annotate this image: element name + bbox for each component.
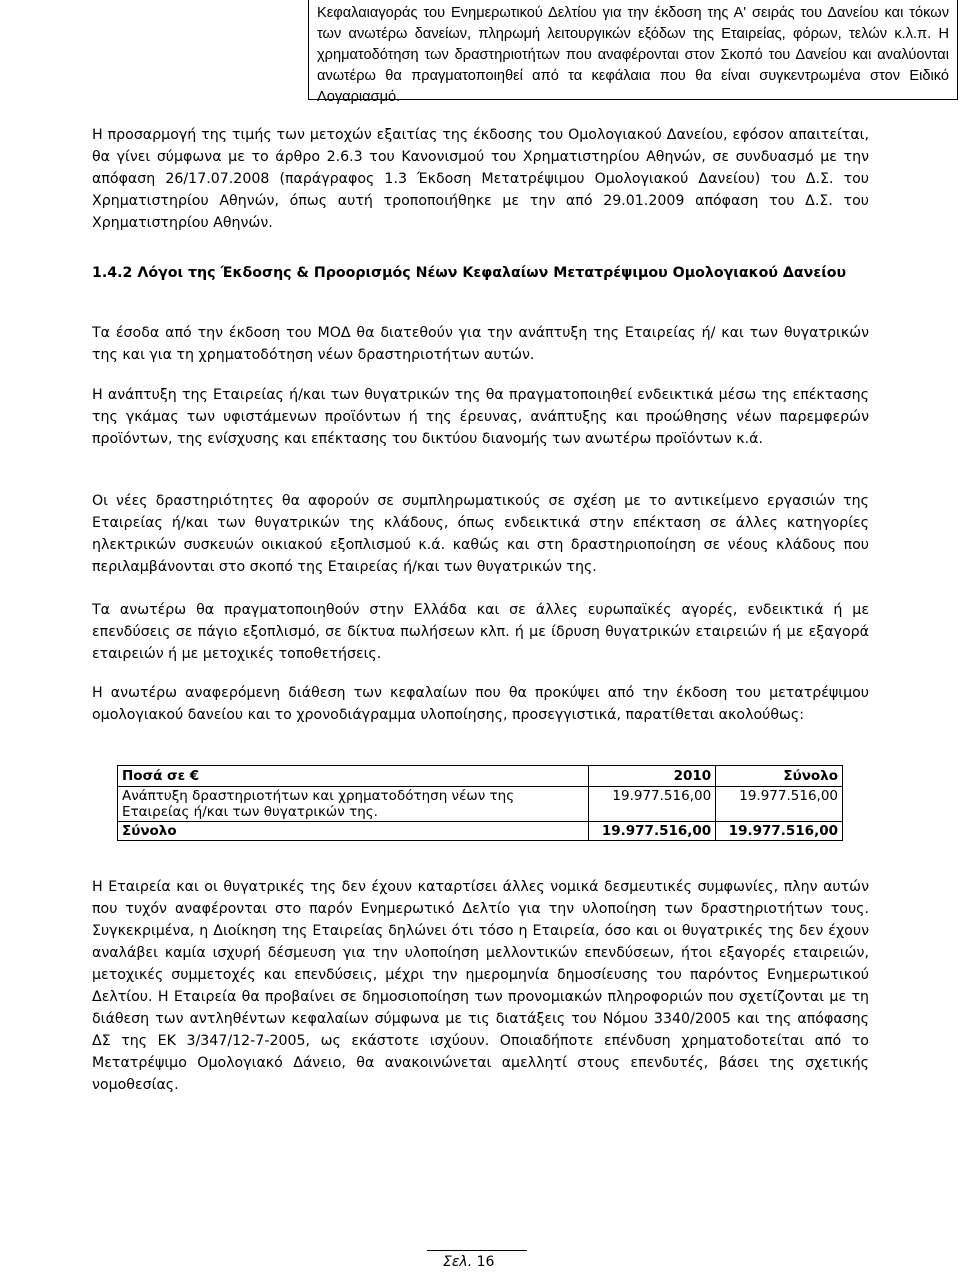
section-heading: 1.4.2 Λόγοι της Έκδοσης & Προορισμός Νέων Κεφαλαίων Μετατρέψιμου Ομολογιακού Δανείου (92, 265, 847, 281)
table-total-label: Σύνολο (118, 822, 589, 841)
paragraph-proceeds-use: Τα έσοδα από την έκδοση του ΜΟΔ θα διατεθούν για την ανάπτυξη της Εταιρείας ή/ και των θυγατρικών της και για τη χρηματοδότηση νέων δραστηριοτήτων αυτών. (92, 325, 869, 363)
header-note-box (308, 0, 958, 105)
table-row (118, 787, 843, 822)
paragraph-markets: Τα ανωτέρω θα πραγματοποιηθούν στην Ελλάδα και σε άλλες ευρωπαϊκές αγορές, ενδεικτικά ή με επενδύσεις σε πάγιο εξοπλισμό, σε δίκτυα πωλήσεων κλπ. ή με ίδρυση θυγατρικών εταιρειών ή με εξαγορά εταιρειών ή με μετοχικές τοποθετήσεις. (92, 602, 869, 662)
paragraph-new-activities: Οι νέες δραστηριότητες θα αφορούν σε συμπληρωματικούς σε σχέση με το αντικείμενο εργασιών της Εταιρείας ή/και των θυγατρικών της κλάδους, όπως ενδεικτικά στην επέκταση σε άλλες κατηγορίες ηλεκτρικών συσκευών οικιακού εξοπλισμού κ.ά. καθώς και στη δραστηριοποίηση σε νέους κλάδους που περιλαμβάνονται στο σκοπό της Εταιρείας ή/και των θυγατρικών της. (92, 493, 869, 575)
paragraph-allocation-schedule: Η ανωτέρω αναφερόμενη διάθεση των κεφαλαίων που θα προκύψει από την έκδοση του μετατρέψιμου ομολογιακού δανείου και το χρονοδιάγραμμα υλοποίησης, προσεγγιστικά, παρατίθεται ακολούθως: (92, 685, 869, 723)
table-row-year-value: 19.977.516,00 (589, 787, 716, 822)
table-total-year-value: 19.977.516,00 (589, 822, 716, 841)
funds-allocation-table (117, 765, 843, 841)
table-total-total-value: 19.977.516,00 (716, 822, 843, 841)
paragraph-binding-agreements: Η Εταιρεία και οι θυγατρικές της δεν έχουν καταρτίσει άλλες νομικά δεσμευτικές συμφωνίες, πλην αυτών που τυχόν αναφέρονται στο παρόν Ενημερωτικό Δελτίο για την υλοποίηση των δραστηριοτήτων τους. Συγκεκριμένα, η Διοίκηση της Εταιρείας δηλώνει ότι τόσο η Εταιρεία, όσο και οι θυγατρικές της δεν έχουν αναλάβει καμία ισχυρή δέσμευση για την υλοποίηση μελλοντικών επενδύσεων, ήτοι εξαγορές εταιρειών, μετοχικές συμμετοχές και επενδύσεις, μέχρι την ημερομηνία δημοσίευσης του παρόντος Ενημερωτικού Δελτίου. Η Εταιρεία θα προβαίνει σε δημοσιοποίηση των προνομιακών πληροφοριών που σχετίζονται με τη διάθεση των αντληθέντων κεφαλαίων σύμφωνα με τις διατάξεις του Νόμου 3340/2005 και της απόφασης ΔΣ της ΕΚ 3/347/12-7-2005, ως εκάστοτε ισχύουν. Οποιαδήποτε επένδυση χρηματοδοτείται από το Μετατρέψιμο Ομολογιακό Δάνειο, θα ανακοινώνεται αμελλητί στους επενδυτές, βάσει της σχετικής νομοθεσίας. (92, 879, 869, 1093)
header-note-text: Κεφαλαιαγοράς του Ενημερωτικού Δελτίου για την έκδοση της Α' σειράς του Δανείου και τόκων των ανωτέρω δανείων, πληρωμή λειτουργικών εξόδων της Εταιρείας, φόρων, τελών κ.λ.π. Η χρηματοδότηση των δραστηριοτήτων που αναφέρονται στον Σκοπό του Δανείου και αναλύονται ανωτέρω θα πραγματοποιηθεί από τα κεφάλαια που θα είναι συγκεντρωμένα στον Ειδικό Λογαριασμό. (317, 5, 949, 105)
paragraph-share-price-adjustment: Η προσαρμογή της τιμής των μετοχών εξαιτίας της έκδοσης του Ομολογιακού Δανείου, εφόσον απαιτείται, θα γίνει σύμφωνα με το άρθρο 2.6.3 του Κανονισμού του Χρηματιστηρίου Αθηνών, σε συνδυασμό με την απόφαση 26/17.07.2008 (παράγραφος 1.3 Έκδοση Μετατρέψιμου Ομολογιακού Δανείου) του Δ.Σ. του Χρηματιστηρίου Αθηνών, όπως αυτή τροποποιήθηκε με την από 29.01.2009 απόφαση του Δ.Σ. του Χρηματιστηρίου Αθηνών. (92, 127, 869, 231)
footer-divider (427, 1250, 527, 1251)
table-header-row (118, 766, 843, 787)
table-header-total: Σύνολο (716, 766, 843, 787)
page-footer (443, 1254, 494, 1270)
table-header-label: Ποσά σε € (118, 766, 589, 787)
table-header-year: 2010 (589, 766, 716, 787)
page-label: Σελ. (443, 1254, 473, 1270)
paragraph-company-development: Η ανάπτυξη της Εταιρείας ή/και των θυγατρικών της θα πραγματοποιηθεί ενδεικτικά μέσω της επέκτασης της γκάμας των υφιστάμενων προϊόντων ή της έρευνας, ανάπτυξης και προώθησης νέων παρεμφερών προϊόντων, της ενίσχυσης και επέκτασης του δικτύου διανομής των ανωτέρω προϊόντων κ.ά. (92, 387, 869, 447)
page-number: 16 (476, 1254, 495, 1270)
table-total-row (118, 822, 843, 841)
table-row-label: Ανάπτυξη δραστηριοτήτων και χρηματοδότηση νέων της Εταιρείας ή/και των θυγατρικών της. (118, 787, 589, 822)
table-row-total-value: 19.977.516,00 (716, 787, 843, 822)
